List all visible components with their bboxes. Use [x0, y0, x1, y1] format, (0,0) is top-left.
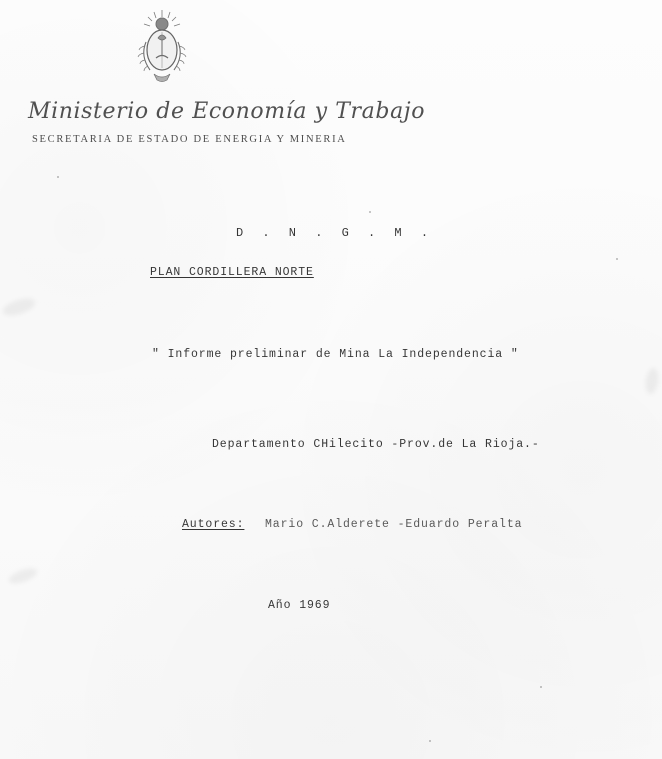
scan-speck — [57, 176, 59, 178]
scan-smudge — [7, 565, 39, 587]
secretariat-name: SECRETARIA DE ESTADO DE ENERGIA Y MINERIA — [32, 134, 347, 145]
authors-names: Mario C.Alderete -Eduardo Peralta — [265, 518, 523, 531]
scan-speck — [429, 740, 431, 742]
document-year: Año 1969 — [268, 599, 331, 612]
authors-label: Autores: — [182, 518, 245, 531]
agency-acronym: D . N . G . M . — [236, 226, 435, 240]
scan-smudge — [644, 367, 660, 394]
scan-speck — [540, 686, 542, 688]
argentina-coat-of-arms-icon — [126, 8, 198, 90]
document-location: Departamento CHilecito -Prov.de La Rioja.- — [212, 438, 540, 451]
ministry-name: Ministerio de Economía y Trabajo — [28, 99, 426, 124]
scan-speck — [616, 258, 618, 260]
scan-smudge — [1, 295, 38, 319]
plan-name: PLAN CORDILLERA NORTE — [150, 266, 314, 279]
document-title: " Informe preliminar de Mina La Independencia " — [152, 348, 519, 361]
scan-speck — [369, 211, 371, 213]
